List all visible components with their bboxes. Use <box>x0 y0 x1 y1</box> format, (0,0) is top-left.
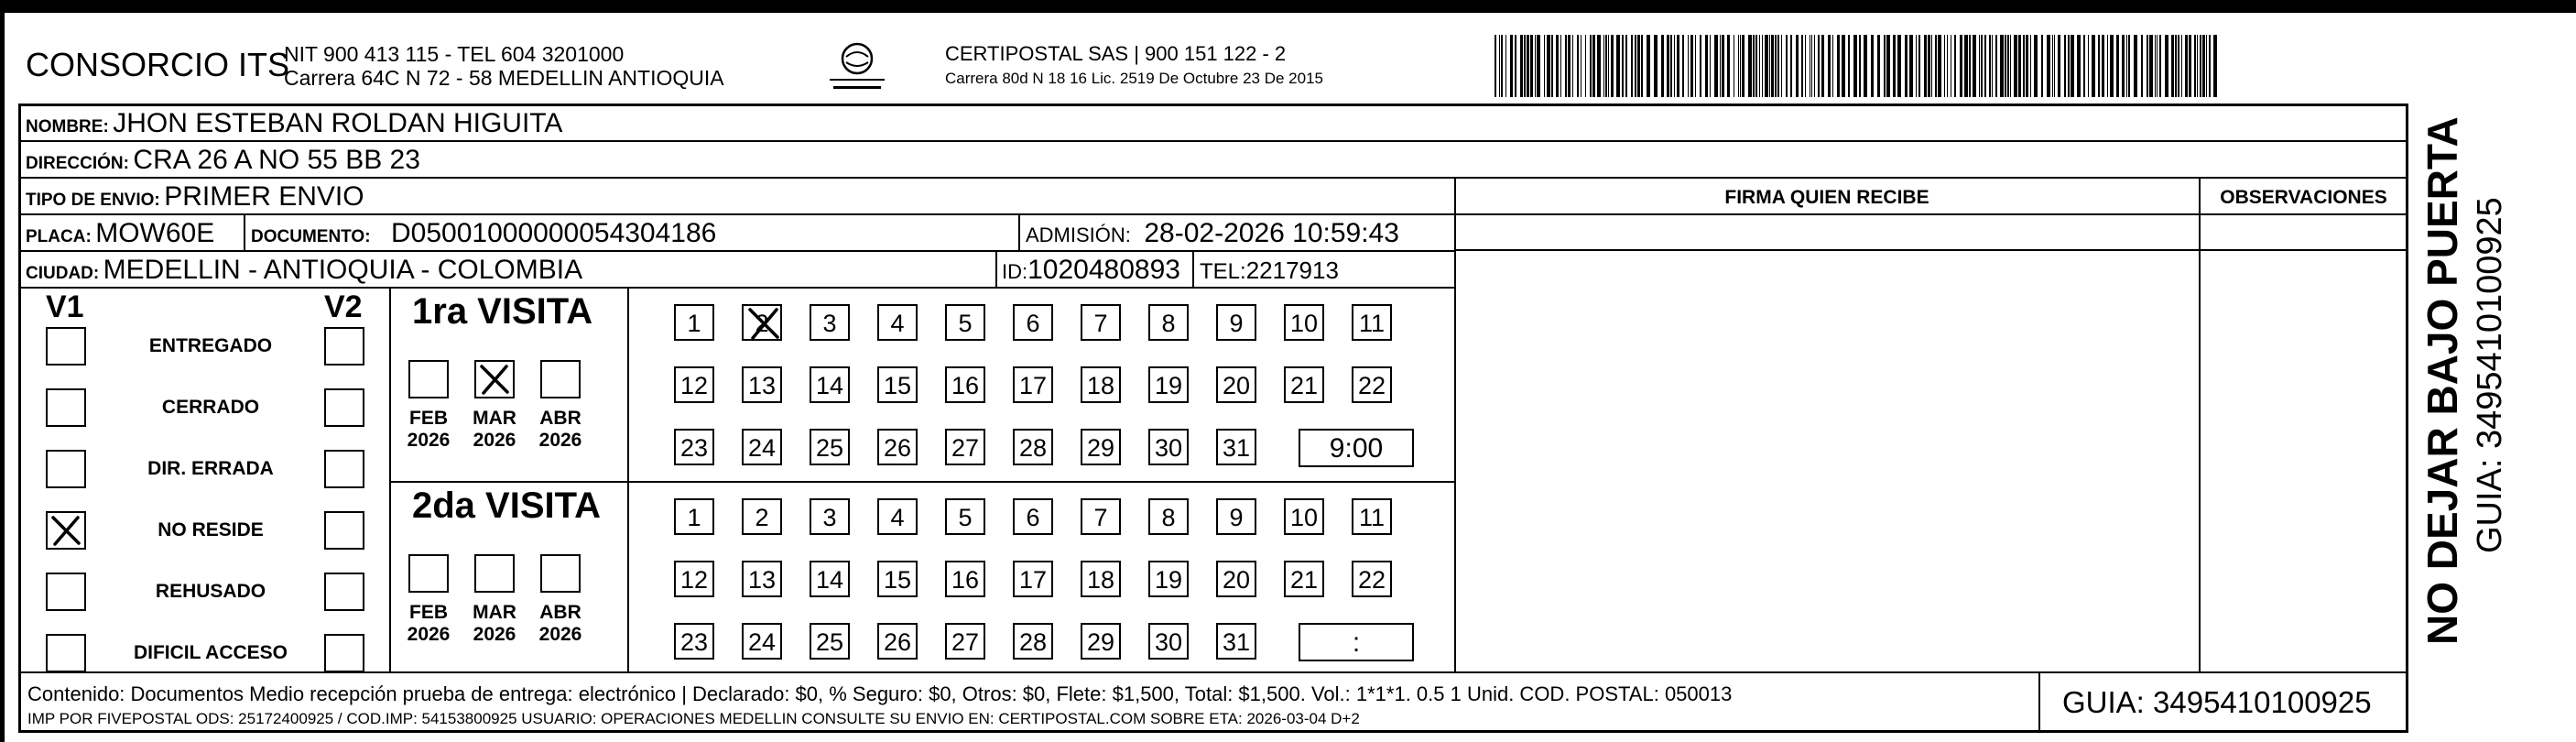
v1-checkbox[interactable] <box>46 388 86 427</box>
firma-header: FIRMA QUIEN RECIBE <box>1724 187 1929 208</box>
day-box[interactable]: 13 <box>742 561 782 597</box>
rule <box>995 250 997 287</box>
day-box[interactable]: 2 <box>742 498 782 535</box>
placa-value: MOW60E <box>95 218 215 248</box>
tipo-envio-value: PRIMER ENVIO <box>164 181 364 212</box>
day-box[interactable]: 29 <box>1081 429 1121 465</box>
visit-time-box[interactable]: : <box>1299 623 1414 661</box>
day-box[interactable]: 5 <box>945 304 985 341</box>
documento-label: DOCUMENTO: <box>251 227 371 246</box>
day-box[interactable]: 12 <box>674 366 714 403</box>
day-box[interactable]: 21 <box>1284 561 1324 597</box>
nombre-value: JHON ESTEBAN ROLDAN HIGUITA <box>113 108 563 138</box>
v1-checkbox[interactable] <box>46 573 86 611</box>
day-box[interactable]: 10 <box>1284 498 1324 535</box>
month-checkbox[interactable] <box>408 554 449 593</box>
ciudad-cell <box>26 255 582 286</box>
day-box[interactable]: 17 <box>1013 366 1053 403</box>
day-box[interactable]: 24 <box>742 623 782 660</box>
placa-label: PLACA: <box>26 227 92 246</box>
month-label <box>469 602 520 646</box>
month-name: FEB <box>409 408 448 429</box>
month-label <box>535 602 586 646</box>
barcode <box>1495 35 2220 97</box>
company-nit-line: NIT 900 413 115 - TEL 604 3201000 <box>284 42 625 66</box>
day-box[interactable]: 22 <box>1352 366 1392 403</box>
day-box[interactable]: 15 <box>877 366 918 403</box>
day-box[interactable]: 9 <box>1216 304 1256 341</box>
rule <box>389 481 1454 483</box>
day-box[interactable]: 6 <box>1013 498 1053 535</box>
documento-value: D05001000000054304186 <box>391 218 717 248</box>
day-box[interactable]: 23 <box>674 429 714 465</box>
v2-checkbox[interactable] <box>324 450 364 488</box>
month-year: 2026 <box>473 430 516 451</box>
day-box[interactable]: 14 <box>810 561 850 597</box>
rule <box>18 250 1454 252</box>
rule <box>2199 177 2201 671</box>
month-name: MAR <box>473 408 516 429</box>
month-name: ABR <box>539 602 582 623</box>
day-box[interactable]: 18 <box>1081 561 1121 597</box>
ciudad-label: CIUDAD: <box>26 264 100 283</box>
day-box[interactable]: 27 <box>945 429 985 465</box>
status-option-label: DIFICIL ACCESO <box>133 642 288 663</box>
day-box[interactable]: 17 <box>1013 561 1053 597</box>
rule <box>1454 177 1456 671</box>
day-box[interactable]: 19 <box>1148 366 1189 403</box>
v1-checkbox[interactable] <box>46 450 86 488</box>
day-x-mark <box>745 306 782 341</box>
month-checkbox[interactable] <box>408 360 449 398</box>
day-box[interactable]: 1 <box>674 498 714 535</box>
day-box[interactable]: 13 <box>742 366 782 403</box>
ciudad-value: MEDELLIN - ANTIOQUIA - COLOMBIA <box>103 255 583 285</box>
day-box[interactable]: 22 <box>1352 561 1392 597</box>
month-year: 2026 <box>473 624 516 645</box>
day-box[interactable]: 24 <box>742 429 782 465</box>
day-box[interactable]: 26 <box>877 623 918 660</box>
side-notice: NO DEJAR BAJO PUERTA <box>2418 116 2466 645</box>
day-box[interactable]: 31 <box>1216 623 1256 660</box>
nombre-label: NOMBRE: <box>26 117 109 136</box>
rule <box>18 287 1454 289</box>
side-guia: GUIA: 3495410100925 <box>2471 197 2509 553</box>
status-option-label: NO RESIDE <box>158 519 264 540</box>
nombre-row <box>26 108 562 139</box>
day-box[interactable]: 28 <box>1013 623 1053 660</box>
visit-title: 2da VISITA <box>412 486 601 526</box>
v2-checkbox[interactable] <box>324 573 364 611</box>
v1-checkbox[interactable] <box>46 634 86 672</box>
day-box[interactable]: 5 <box>945 498 985 535</box>
day-box[interactable]: 10 <box>1284 304 1324 341</box>
day-box[interactable]: 31 <box>1216 429 1256 465</box>
day-box[interactable] <box>742 304 782 341</box>
status-option-label: REHUSADO <box>155 581 266 602</box>
direccion-row <box>26 145 420 176</box>
day-box[interactable]: 21 <box>1284 366 1324 403</box>
month-name: MAR <box>473 602 516 623</box>
v2-checkbox[interactable] <box>324 634 364 672</box>
status-option-label: ENTREGADO <box>148 335 273 356</box>
rule <box>18 213 2408 215</box>
month-name: FEB <box>409 602 448 623</box>
day-box[interactable]: 16 <box>945 366 985 403</box>
direccion-value: CRA 26 A NO 55 BB 23 <box>133 145 420 175</box>
status-option-label: CERRADO <box>161 397 260 418</box>
tel-label: TEL: <box>1200 259 1246 284</box>
day-box[interactable]: 28 <box>1013 429 1053 465</box>
visit-time-box[interactable]: 9:00 <box>1299 429 1414 467</box>
rule <box>244 213 245 250</box>
v1-checkbox[interactable] <box>46 511 86 550</box>
direccion-label: DIRECCIÓN: <box>26 154 129 173</box>
admision-cell <box>1026 218 1399 249</box>
day-box[interactable]: 19 <box>1148 561 1189 597</box>
rule <box>1192 250 1194 287</box>
admision-value: 28-02-2026 10:59:43 <box>1144 218 1399 248</box>
day-box[interactable]: 25 <box>810 623 850 660</box>
day-box[interactable]: 11 <box>1352 498 1392 535</box>
day-box[interactable]: 7 <box>1081 498 1121 535</box>
rule <box>1018 213 1020 250</box>
day-box[interactable]: 30 <box>1148 429 1189 465</box>
id-cell <box>1002 255 1180 286</box>
certipostal-logo <box>817 38 897 99</box>
status-option-label: DIR. ERRADA <box>147 458 274 479</box>
day-box[interactable]: 1 <box>674 304 714 341</box>
observaciones-header: OBSERVACIONES <box>2220 187 2387 208</box>
rule <box>18 140 2408 142</box>
day-box[interactable]: 26 <box>877 429 918 465</box>
day-box[interactable]: 18 <box>1081 366 1121 403</box>
rule <box>627 287 629 671</box>
day-box[interactable]: 20 <box>1216 366 1256 403</box>
tel-cell <box>1200 256 1339 285</box>
admision-label: ADMISIÓN: <box>1026 224 1131 246</box>
company-name: CONSORCIO ITS <box>26 46 290 83</box>
day-box[interactable]: 23 <box>674 623 714 660</box>
rule <box>389 287 391 671</box>
month-label <box>403 408 454 452</box>
carrier-license: Carrera 80d N 18 16 Lic. 2519 De Octubre 23 De 2015 <box>945 70 1323 87</box>
day-box[interactable]: 9 <box>1216 498 1256 535</box>
day-box[interactable]: 15 <box>877 561 918 597</box>
rule <box>2038 671 2040 733</box>
id-value: 1020480893 <box>1027 255 1180 285</box>
day-box[interactable]: 12 <box>674 561 714 597</box>
id-label: ID: <box>1002 260 1028 283</box>
day-box[interactable]: 25 <box>810 429 850 465</box>
carrier-name: CERTIPOSTAL SAS | 900 151 122 - 2 <box>945 42 1287 65</box>
month-label <box>403 602 454 646</box>
rule <box>18 671 2408 673</box>
day-box[interactable]: 29 <box>1081 623 1121 660</box>
rule <box>18 177 2408 179</box>
v2-checkbox[interactable] <box>324 511 364 550</box>
month-checkbox[interactable] <box>540 360 581 398</box>
month-year: 2026 <box>538 430 582 451</box>
tipo-envio-label: TIPO DE ENVIO: <box>26 191 160 210</box>
day-box[interactable]: 4 <box>877 498 918 535</box>
day-box[interactable]: 20 <box>1216 561 1256 597</box>
day-box[interactable]: 7 <box>1081 304 1121 341</box>
footer-guia: GUIA: 3495410100925 <box>2062 685 2372 719</box>
month-checkbox[interactable] <box>540 554 581 593</box>
v2-header: V2 <box>324 289 363 324</box>
visit-title: 1ra VISITA <box>412 291 593 332</box>
top-black-bar <box>0 0 2576 13</box>
v2-checkbox[interactable] <box>324 327 364 366</box>
v2-checkbox[interactable] <box>324 388 364 427</box>
day-box[interactable]: 8 <box>1148 498 1189 535</box>
rule <box>1454 249 2408 251</box>
day-number: 2 <box>755 310 769 337</box>
left-edge-line <box>0 13 5 742</box>
v1-header: V1 <box>46 289 84 324</box>
company-address-line: Carrera 64C N 72 - 58 MEDELLIN ANTIOQUIA <box>284 66 724 90</box>
month-checkbox[interactable] <box>474 360 515 398</box>
day-box[interactable]: 3 <box>810 498 850 535</box>
month-year: 2026 <box>407 624 451 645</box>
tel-value: 2217913 <box>1245 256 1339 284</box>
day-box[interactable]: 14 <box>810 366 850 403</box>
day-box[interactable]: 3 <box>810 304 850 341</box>
documento-cell <box>251 218 716 249</box>
rule <box>2407 140 2408 213</box>
footer-print-line: IMP POR FIVEPOSTAL ODS: 25172400925 / COD.IMP: 54153800925 USUARIO: OPERACIONES MEDELLIN CONSULTE SU ENVIO EN: CERTIPOSTAL.COM SOBRE ETA: 2026-03-04 D+2 <box>27 710 1360 727</box>
day-box[interactable]: 11 <box>1352 304 1392 341</box>
month-label <box>535 408 586 452</box>
month-label <box>469 408 520 452</box>
day-box[interactable]: 27 <box>945 623 985 660</box>
day-box[interactable]: 6 <box>1013 304 1053 341</box>
day-box[interactable]: 16 <box>945 561 985 597</box>
day-box[interactable]: 8 <box>1148 304 1189 341</box>
day-box[interactable]: 30 <box>1148 623 1189 660</box>
month-year: 2026 <box>538 624 582 645</box>
month-checkbox[interactable] <box>474 554 515 593</box>
v1-checkbox[interactable] <box>46 327 86 366</box>
month-name: ABR <box>539 408 582 429</box>
month-year: 2026 <box>407 430 451 451</box>
day-box[interactable]: 4 <box>877 304 918 341</box>
tipo-envio-row <box>26 181 364 213</box>
footer-contents-line: Contenido: Documentos Medio recepción prueba de entrega: electrónico | Declarado: $0, % Seguro: $0, Otros: $0, Flete: $1,500, Total: $1,500. Vol.: 1*1*1. 0.5 1 Unid. COD. POSTAL: 050013 <box>27 682 1733 705</box>
placa-cell <box>26 218 214 249</box>
